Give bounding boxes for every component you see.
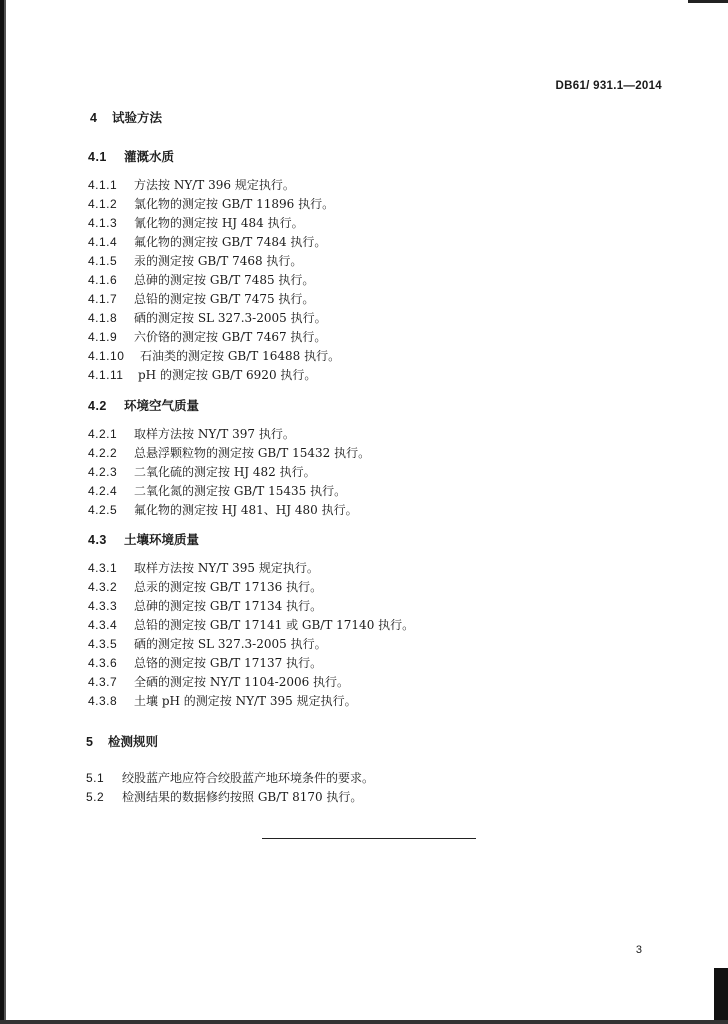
clause-number: 4.3.1: [88, 561, 118, 575]
clause-text: 总铬的测定按 GB/T 17137 执行。: [134, 656, 323, 670]
clause-line: [88, 366, 316, 383]
clause-line: [88, 578, 322, 595]
clause-number: 4.3.5: [88, 637, 118, 651]
clause-text: 氯化物的测定按 GB/T 11896 执行。: [134, 197, 335, 211]
clause-text: 二氧化氮的测定按 GB/T 15435 执行。: [134, 484, 347, 498]
clause-line: [88, 597, 322, 614]
clause-text: 取样方法按 NY/T 395 规定执行。: [134, 561, 319, 575]
clause-line: [88, 616, 414, 633]
clause-line: [88, 176, 295, 193]
clause-text: 氰化物的测定按 HJ 484 执行。: [134, 216, 304, 230]
clause-number: 4.1.6: [88, 273, 118, 287]
clause-line: [88, 214, 304, 231]
clause-text: 总铅的测定按 GB/T 17141 或 GB/T 17140 执行。: [134, 618, 415, 632]
subsection-title: 环境空气质量: [124, 399, 200, 413]
clause-number: 4.2.2: [88, 446, 118, 460]
clause-number: 4.1.10: [88, 349, 125, 363]
clause-line: [88, 195, 334, 212]
clause-number: 4.2.5: [88, 503, 118, 517]
section-title: 检测规则: [108, 735, 159, 749]
subsection-title: 灌溉水质: [124, 150, 175, 164]
clause-number: 4.1.11: [88, 368, 124, 382]
clause-number: 4.3.6: [88, 656, 118, 670]
clause-text: 绞股蓝产地应符合绞股蓝产地环境条件的要求。: [122, 771, 375, 785]
clause-number: 4.3.4: [88, 618, 118, 632]
clause-line: [86, 769, 374, 786]
document-code: DB61/ 931.1—2014: [555, 80, 662, 92]
clause-number: 4.1.8: [88, 311, 118, 325]
clause-text: 取样方法按 NY/T 397 执行。: [134, 427, 295, 441]
section-number: 5: [86, 735, 94, 749]
clause-text: 硒的测定按 SL 327.3-2005 执行。: [134, 311, 327, 325]
section-title: 试验方法: [112, 111, 163, 125]
clause-number: 4.1.1: [88, 178, 118, 192]
clause-text: 总铅的测定按 GB/T 7475 执行。: [134, 292, 315, 306]
clause-line: [88, 290, 314, 307]
clause-number: 4.3.2: [88, 580, 118, 594]
clause-text: 全硒的测定按 NY/T 1104-2006 执行。: [134, 675, 350, 689]
clause-number: 5.2: [86, 790, 105, 804]
clause-line: [88, 635, 327, 652]
clause-line: [88, 463, 316, 480]
clause-line: [88, 654, 322, 671]
clause-text: 检测结果的数据修约按照 GB/T 8170 执行。: [122, 790, 363, 804]
clause-text: pH 的测定按 GB/T 6920 执行。: [138, 368, 317, 382]
clause-number: 4.3.8: [88, 694, 118, 708]
subsection-heading: [88, 396, 199, 414]
clause-line: [88, 673, 349, 690]
clause-line: [88, 347, 340, 364]
scan-edge-top: [688, 0, 728, 3]
clause-number: 4.1.4: [88, 235, 118, 249]
clause-line: [88, 328, 326, 345]
subsection-heading: [88, 530, 199, 548]
clause-text: 六价铬的测定按 GB/T 7467 执行。: [134, 330, 327, 344]
clause-number: 4.3.7: [88, 675, 118, 689]
clause-number: 5.1: [86, 771, 105, 785]
clause-line: [88, 501, 358, 518]
subsection-heading: [88, 147, 174, 165]
section-heading: [90, 108, 162, 126]
clause-text: 二氧化硫的测定按 HJ 482 执行。: [134, 465, 316, 479]
clause-line: [88, 482, 346, 499]
clause-text: 总砷的测定按 GB/T 17134 执行。: [134, 599, 323, 613]
scan-edge-bottom: [0, 1020, 728, 1024]
clause-line: [88, 271, 314, 288]
subsection-number: 4.2: [88, 399, 107, 413]
page-number: 3: [635, 944, 642, 956]
clause-line: [88, 309, 327, 326]
clause-number: 4.2.1: [88, 427, 118, 441]
clause-number: 4.1.7: [88, 292, 118, 306]
scan-edge-left: [0, 0, 10, 1024]
clause-line: [88, 252, 302, 269]
clause-line: [86, 788, 362, 805]
clause-text: 土壤 pH 的测定按 NY/T 395 规定执行。: [134, 694, 357, 708]
clause-number: 4.2.4: [88, 484, 118, 498]
end-rule: [262, 838, 476, 839]
clause-number: 4.3.3: [88, 599, 118, 613]
clause-text: 硒的测定按 SL 327.3-2005 执行。: [134, 637, 327, 651]
section-number: 4: [90, 111, 98, 125]
clause-text: 方法按 NY/T 396 规定执行。: [134, 178, 295, 192]
clause-line: [88, 233, 326, 250]
clause-number: 4.1.9: [88, 330, 118, 344]
subsection-title: 土壤环境质量: [124, 533, 200, 547]
clause-number: 4.1.2: [88, 197, 118, 211]
section-heading: [86, 732, 158, 750]
clause-number: 4.1.3: [88, 216, 118, 230]
scan-edge-right: [714, 968, 728, 1024]
clause-line: [88, 559, 319, 576]
clause-text: 石油类的测定按 GB/T 16488 执行。: [140, 349, 341, 363]
clause-text: 总砷的测定按 GB/T 7485 执行。: [134, 273, 315, 287]
clause-text: 总汞的测定按 GB/T 17136 执行。: [134, 580, 323, 594]
clause-text: 汞的测定按 GB/T 7468 执行。: [134, 254, 303, 268]
clause-text: 氟化物的测定按 GB/T 7484 执行。: [134, 235, 327, 249]
clause-text: 总悬浮颗粒物的测定按 GB/T 15432 执行。: [134, 446, 371, 460]
subsection-number: 4.3: [88, 533, 107, 547]
clause-line: [88, 692, 357, 709]
subsection-number: 4.1: [88, 150, 107, 164]
clause-text: 氟化物的测定按 HJ 481、HJ 480 执行。: [134, 503, 358, 517]
clause-line: [88, 425, 295, 442]
clause-number: 4.2.3: [88, 465, 118, 479]
clause-number: 4.1.5: [88, 254, 118, 268]
clause-line: [88, 444, 370, 461]
